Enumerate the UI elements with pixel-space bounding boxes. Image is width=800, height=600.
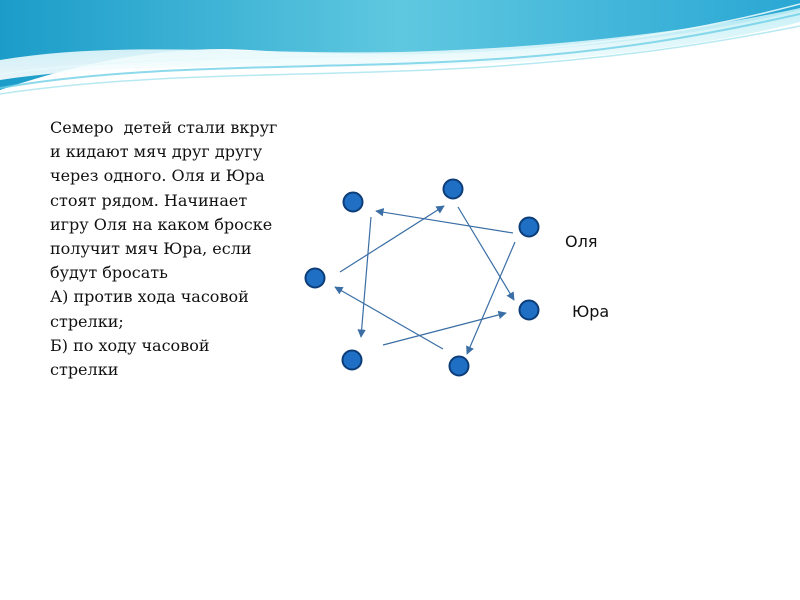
arrow bbox=[383, 313, 506, 345]
problem-line: будут бросать bbox=[50, 263, 168, 283]
problem-line: и кидают мяч друг другу bbox=[50, 142, 263, 162]
problem-line: стрелки; bbox=[50, 311, 124, 331]
child-node bbox=[343, 351, 362, 370]
children-nodes bbox=[306, 180, 539, 376]
problem-line: получит мяч Юра, если bbox=[50, 239, 252, 259]
child-node bbox=[444, 180, 463, 199]
problem-line: Б) по ходу часовой bbox=[50, 335, 210, 355]
child-node bbox=[450, 357, 469, 376]
arrows bbox=[335, 206, 515, 354]
arrow bbox=[458, 207, 514, 300]
arrow bbox=[361, 217, 371, 337]
label-yura: Юра bbox=[572, 302, 610, 321]
problem-line: А) против хода часовой bbox=[50, 287, 249, 307]
problem-line: Семеро детей стали вкруг bbox=[50, 118, 278, 137]
child-node bbox=[306, 269, 325, 288]
child-node bbox=[344, 193, 363, 212]
problem-line: игру Оля на каком броске bbox=[50, 214, 273, 234]
arrow bbox=[335, 287, 443, 349]
arrow bbox=[340, 206, 444, 272]
arrow bbox=[376, 211, 513, 233]
child-node-olya bbox=[520, 218, 539, 237]
child-node-yura bbox=[520, 301, 539, 320]
problem-line: стрелки bbox=[50, 360, 119, 380]
arrow bbox=[467, 242, 515, 354]
problem-line: через одного. Оля и Юра bbox=[50, 166, 265, 186]
problem-line: стоят рядом. Начинает bbox=[50, 190, 248, 210]
label-olya: Оля bbox=[565, 232, 598, 251]
